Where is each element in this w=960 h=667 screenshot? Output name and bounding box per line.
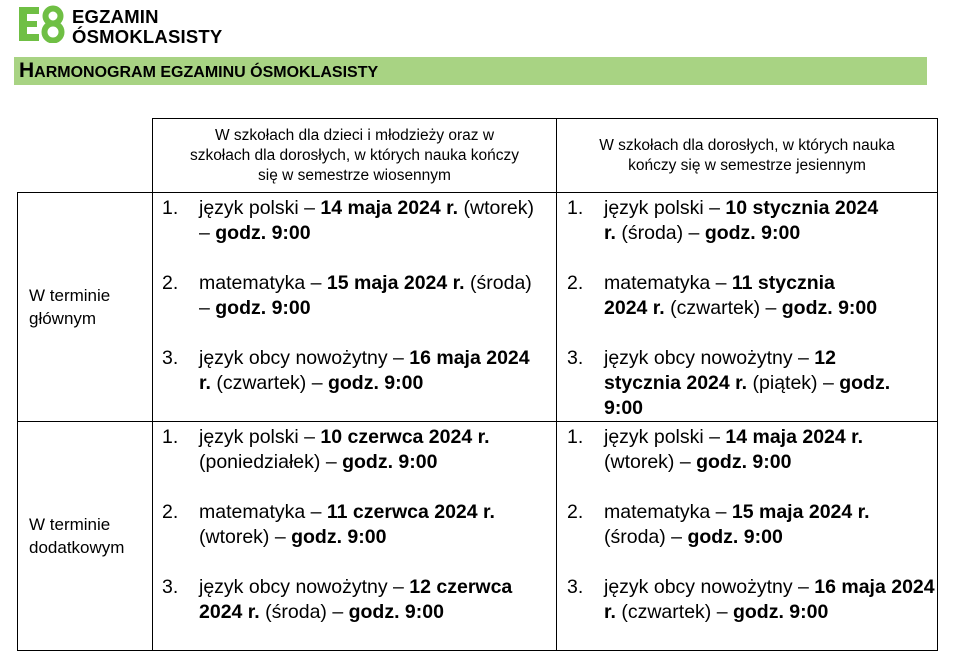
- exam-time: godz. 9:00: [687, 526, 783, 548]
- exam-subject: język obcy nowożytny –: [199, 347, 410, 369]
- exam-list: [567, 196, 937, 421]
- exam-time: godz. 9:00: [704, 222, 801, 244]
- item-number: 2.: [162, 501, 179, 523]
- exam-date: 15 maja 2024 r.: [731, 501, 870, 523]
- page-title-initial: H: [19, 59, 35, 82]
- logo-line-2: ÓSMOKLASISTY: [72, 25, 223, 47]
- exam-date: 10 czerwca 2024 r.: [320, 426, 490, 448]
- exam-day: (środa) –: [199, 272, 532, 319]
- item-number: 3.: [162, 347, 179, 369]
- item-number: 3.: [567, 347, 584, 369]
- exam-item-math: [567, 271, 937, 321]
- header-corner-cell: [18, 119, 153, 193]
- exam-subject: język obcy nowożytny –: [199, 576, 410, 598]
- exam-subject: język polski –: [199, 197, 321, 219]
- exam-day: (wtorek) –: [199, 526, 292, 548]
- exam-subject: język obcy nowożytny –: [604, 576, 815, 598]
- item-number: 3.: [162, 576, 179, 598]
- page-title: [19, 60, 378, 84]
- item-number: 1.: [162, 197, 179, 219]
- exam-subject: język polski –: [604, 426, 726, 448]
- exam-date: 16 maja 2024 r.: [604, 576, 935, 623]
- title-banner: [14, 57, 927, 85]
- table-row: [18, 422, 938, 651]
- page-title-rest: ARMONOGRAM EGZAMINU ÓSMOKLASISTY: [34, 64, 379, 81]
- row-header-main-line-2: głównym: [29, 309, 97, 328]
- item-number: 1.: [567, 197, 584, 219]
- exam-time: godz. 9:00: [291, 526, 387, 548]
- item-number: 2.: [567, 272, 584, 294]
- exam-time: godz. 9:00: [215, 222, 311, 244]
- exam-schedule-table: [17, 118, 938, 651]
- exam-subject: język polski –: [604, 197, 726, 219]
- exam-subject: język obcy nowożytny –: [604, 347, 815, 369]
- exam-item-polish: [162, 196, 556, 246]
- exam-day: (czwartek) –: [615, 601, 733, 623]
- row-header-main-term: [18, 193, 153, 422]
- exam-list: [567, 425, 937, 625]
- additional-term-autumn-cell: [557, 422, 938, 651]
- column-header-spring: [153, 119, 557, 193]
- exam-day: (wtorek) –: [604, 451, 697, 473]
- row-header-additional-line-2: dodatkowym: [29, 538, 125, 557]
- exam-date: 12 czerwca 2024 r.: [199, 576, 513, 623]
- exam-date: 12 stycznia 2024 r.: [604, 347, 836, 394]
- exam-list: [162, 196, 556, 396]
- exam-day: (środa) –: [615, 222, 705, 244]
- logo-text: [72, 7, 222, 46]
- item-number: 3.: [567, 576, 584, 598]
- item-number: 2.: [162, 272, 179, 294]
- logo-line-1: EGZAMIN: [72, 6, 159, 27]
- exam-subject: język polski –: [199, 426, 321, 448]
- exam-subject: matematyka –: [604, 501, 732, 523]
- row-header-main-line-1: W terminie: [29, 286, 111, 305]
- exam-date: 14 maja 2024 r.: [725, 426, 864, 448]
- exam-item-polish: [567, 196, 937, 246]
- e8-logo-icon: [17, 5, 73, 43]
- exam-date: 10 stycznia 2024 r.: [604, 197, 879, 244]
- table-row: [18, 193, 938, 422]
- column-header-spring-text: W szkołach dla dzieci i młodzieży oraz w szkołach dla dorosłych, w których nauka kończy się w semestrze wiosennym: [189, 126, 520, 184]
- exam-day: (poniedziałek) –: [199, 451, 343, 473]
- item-number: 1.: [162, 426, 179, 448]
- exam-item-polish: [567, 425, 937, 475]
- exam-date: 15 maja 2024 r.: [326, 272, 465, 294]
- exam-time: godz. 9:00: [604, 372, 891, 419]
- exam-item-math: [162, 271, 556, 321]
- item-number: 1.: [567, 426, 584, 448]
- exam-time: godz. 9:00: [732, 601, 829, 623]
- exam-item-foreign-language: [162, 575, 556, 625]
- exam-item-math: [162, 500, 556, 550]
- exam-subject: matematyka –: [604, 272, 732, 294]
- exam-item-math: [567, 500, 937, 550]
- exam-day: (środa) –: [259, 601, 349, 623]
- additional-term-spring-cell: [153, 422, 557, 651]
- main-term-autumn-cell: [557, 193, 938, 422]
- exam-date: 16 maja 2024 r.: [199, 347, 530, 394]
- exam-time: godz. 9:00: [696, 451, 792, 473]
- column-header-autumn: [557, 119, 938, 193]
- exam-time: godz. 9:00: [327, 372, 424, 394]
- exam-time: godz. 9:00: [348, 601, 444, 623]
- exam-day: (piątek) –: [747, 372, 840, 394]
- exam-day: (czwartek) –: [664, 297, 782, 319]
- exam-subject: matematyka –: [199, 501, 327, 523]
- table-header-row: [18, 119, 938, 193]
- exam-day: (czwartek) –: [210, 372, 328, 394]
- exam-date: 11 stycznia 2024 r.: [604, 272, 835, 319]
- main-term-spring-cell: [153, 193, 557, 422]
- row-header-additional-line-1: W terminie: [29, 515, 111, 534]
- exam-time: godz. 9:00: [215, 297, 311, 319]
- exam-date: 11 czerwca 2024 r.: [326, 501, 495, 523]
- exam-item-foreign-language: [567, 346, 937, 421]
- exam-date: 14 maja 2024 r.: [320, 197, 459, 219]
- column-header-autumn-text: W szkołach dla dorosłych, w których nauka kończy się w semestrze jesiennym: [599, 136, 895, 174]
- exam-time: godz. 9:00: [781, 297, 878, 319]
- exam-item-polish: [162, 425, 556, 475]
- exam-day: (wtorek) –: [199, 197, 534, 244]
- item-number: 2.: [567, 501, 584, 523]
- exam-day: (środa) –: [604, 526, 688, 548]
- exam-subject: matematyka –: [199, 272, 327, 294]
- exam-time: godz. 9:00: [342, 451, 438, 473]
- e8-logo: [17, 5, 257, 47]
- exam-item-foreign-language: [567, 575, 937, 625]
- exam-item-foreign-language: [162, 346, 556, 396]
- exam-list: [162, 425, 556, 625]
- row-header-additional-term: [18, 422, 153, 651]
